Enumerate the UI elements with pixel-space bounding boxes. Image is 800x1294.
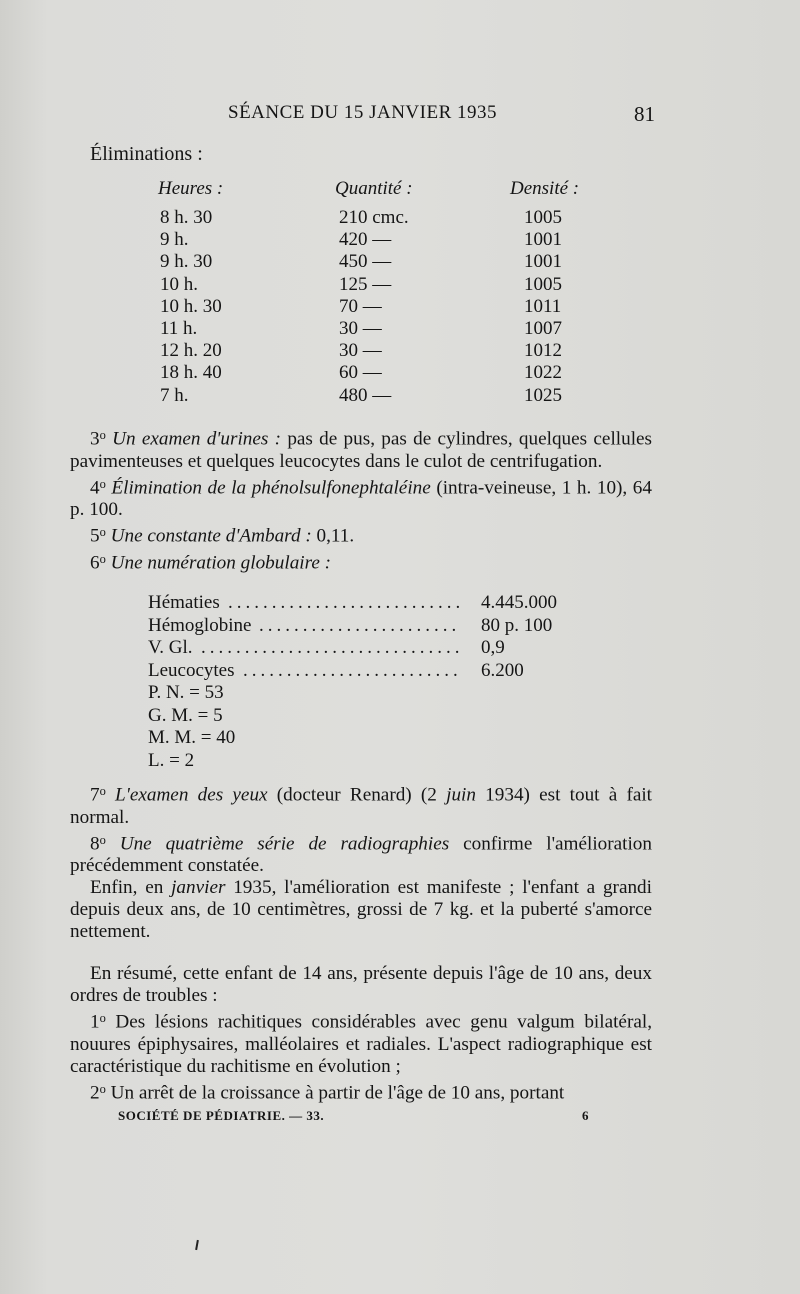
blood-count-row: [148, 750, 608, 773]
finding-6: [70, 548, 652, 575]
cell-heure: 11 h.: [160, 317, 198, 339]
blood-value: 4.445.000: [481, 592, 557, 613]
dot-leader: ..............................: [201, 637, 464, 658]
item-title: Une quatrième série de radiographies: [119, 833, 450, 855]
item-number: 3: [90, 428, 100, 450]
cell-densite: 1012: [524, 340, 562, 362]
cell-quantite: 125 —: [339, 273, 392, 295]
ordinal-mark: o: [99, 525, 106, 540]
blood-label: Leucocytes: [148, 659, 235, 681]
table-row: [0, 362, 800, 384]
cell-densite: 1025: [524, 384, 562, 406]
running-title: SÉANCE DU 15 JANVIER 1935: [228, 102, 497, 123]
item-text: 1934) est tout à fait normal.: [70, 784, 653, 828]
findings-continued: [70, 780, 652, 1104]
cell-quantite: 210 cmc.: [339, 207, 409, 228]
blood-label: P. N. = 53: [148, 682, 224, 703]
item-text: pas de pus, pas de cylindres, quelques cellules pavimenteuses et quelques leucocytes dans le culot de centrifugation.: [70, 428, 653, 472]
cell-densite: 1011: [524, 295, 562, 317]
table-row: [0, 274, 800, 296]
ink-speck: [195, 1240, 199, 1250]
findings-list: [70, 424, 652, 574]
item-number: 5: [90, 525, 100, 547]
blood-count-row: [148, 682, 608, 705]
eliminations-table: [0, 178, 800, 407]
item-number: 6: [90, 552, 100, 574]
item-number: 4: [90, 477, 100, 499]
item-text: (docteur Renard) (2: [267, 784, 447, 806]
item-text: Un arrêt de la croissance à partir de l'âge de 10 ans, portant: [105, 1082, 565, 1104]
item-number: 1: [90, 1011, 100, 1033]
ordinal-mark: o: [99, 1011, 106, 1026]
blood-count-row: [148, 615, 608, 638]
item-month: juin: [446, 784, 476, 806]
table-row: [0, 229, 800, 251]
blood-label: Hémoglobine: [148, 614, 252, 636]
cell-quantite: 30 —: [339, 340, 382, 362]
blood-value: 0,9: [481, 637, 505, 658]
paragraph-text: 1935, l'amélioration est manifeste ; l'enfant a grandi depuis deux ans, de 10 centimètres, grossi de 7 kg. et la puberté s'amorce nettement.: [70, 877, 652, 943]
table-row: [0, 207, 800, 229]
item-text: 0,11.: [311, 525, 355, 547]
ordinal-mark: o: [99, 551, 106, 566]
cell-quantite: 420 —: [339, 229, 392, 251]
blood-count-row: [148, 592, 608, 615]
item-title: Un examen d'urines :: [112, 428, 282, 450]
eliminations-heading: Éliminations :: [90, 143, 203, 165]
cell-quantite: 30 —: [339, 317, 382, 339]
resume-paragraph: En résumé, cette enfant de 14 ans, présente depuis l'âge de 10 ans, deux ordres de troubles :: [70, 963, 652, 1007]
cell-heure: 10 h. 30: [160, 295, 222, 317]
resume-point-2: [70, 1078, 652, 1105]
cell-quantite: 450 —: [339, 251, 392, 273]
ordinal-mark: o: [99, 784, 106, 798]
blood-label: M. M. = 40: [148, 727, 236, 748]
cell-heure: 10 h.: [160, 273, 198, 295]
cell-densite: 1022: [524, 362, 562, 384]
table-row: [0, 318, 800, 340]
paragraph-month: janvier: [171, 877, 226, 899]
paragraph-gap: [70, 943, 652, 963]
dot-leader: .......................: [259, 614, 461, 636]
cell-quantite: 70 —: [339, 295, 382, 317]
dot-leader: .........................: [243, 659, 462, 681]
blood-value: 6.200: [481, 659, 524, 681]
blood-label: V. Gl.: [148, 637, 193, 658]
dot-leader: ...........................: [228, 592, 465, 613]
cell-heure: 9 h.: [160, 229, 189, 251]
column-header-heures: Heures :: [158, 178, 224, 199]
resume-point-1: [70, 1007, 652, 1078]
blood-value: 80 p. 100: [481, 614, 553, 636]
ordinal-mark: o: [99, 832, 106, 847]
item-number: 2: [90, 1082, 100, 1104]
cell-densite: 1005: [524, 207, 562, 228]
blood-count-row: [148, 705, 608, 728]
item-title: Une numération globulaire :: [110, 552, 332, 574]
ordinal-mark: o: [99, 1081, 106, 1096]
table-header-row: [0, 178, 800, 207]
item-number: 8: [90, 833, 100, 855]
finding-8: [70, 829, 652, 878]
item-text: confirme l'amélioration précédemment constatée.: [70, 833, 652, 877]
finding-5: [70, 521, 652, 548]
enfin-paragraph: [70, 877, 652, 943]
cell-heure: 9 h. 30: [160, 251, 213, 273]
running-header: [0, 102, 800, 128]
cell-heure: 18 h. 40: [160, 362, 222, 384]
column-header-densite: Densité :: [510, 178, 580, 199]
blood-count-table: [148, 592, 608, 772]
cell-heure: 12 h. 20: [160, 340, 222, 362]
table-row: [0, 340, 800, 362]
paragraph-text: Enfin, en: [90, 877, 172, 899]
item-title: Élimination de la phénolsulfonephtaléine: [111, 477, 431, 499]
cell-densite: 1001: [524, 251, 562, 273]
blood-label: G. M. = 5: [148, 704, 223, 726]
blood-label: Hématies: [148, 592, 220, 613]
footer-signature: SOCIÉTÉ DE PÉDIATRIE. — 33.: [118, 1108, 325, 1123]
column-header-quantite: Quantité :: [335, 178, 413, 199]
item-title: L'examen des yeux: [115, 784, 268, 806]
footer-sheet-number: 6: [582, 1108, 589, 1123]
item-title: Une constante d'Ambard :: [110, 525, 312, 547]
blood-count-row: [148, 637, 608, 660]
cell-densite: 1007: [524, 317, 562, 339]
item-text: Des lésions rachitiques considérables avec genu valgum bilatéral, nouures épiphysaires, malléolaires et radiales. L'aspect radiographique est caractéristique du rachitisme en évolution ;: [70, 1011, 652, 1077]
table-row: [0, 296, 800, 318]
page-number: 81: [634, 102, 655, 126]
finding-3: [70, 424, 652, 473]
cell-densite: 1005: [524, 273, 562, 295]
blood-label: L. = 2: [148, 749, 195, 771]
ordinal-mark: o: [99, 428, 106, 442]
cell-densite: 1001: [524, 229, 562, 251]
ordinal-mark: o: [99, 476, 106, 491]
blood-count-row: [148, 660, 608, 683]
table-row: [0, 385, 800, 407]
cell-quantite: 60 —: [339, 362, 382, 384]
cell-quantite: 480 —: [339, 384, 392, 406]
item-number: 7: [90, 784, 100, 806]
blood-count-row: [148, 727, 608, 750]
finding-4: [70, 473, 652, 522]
table-row: [0, 251, 800, 273]
cell-heure: 7 h.: [160, 384, 189, 406]
cell-heure: 8 h. 30: [160, 207, 213, 228]
item-text: (intra-veineuse, 1 h. 10), 64 p. 100.: [70, 477, 652, 521]
finding-7: [70, 780, 652, 829]
